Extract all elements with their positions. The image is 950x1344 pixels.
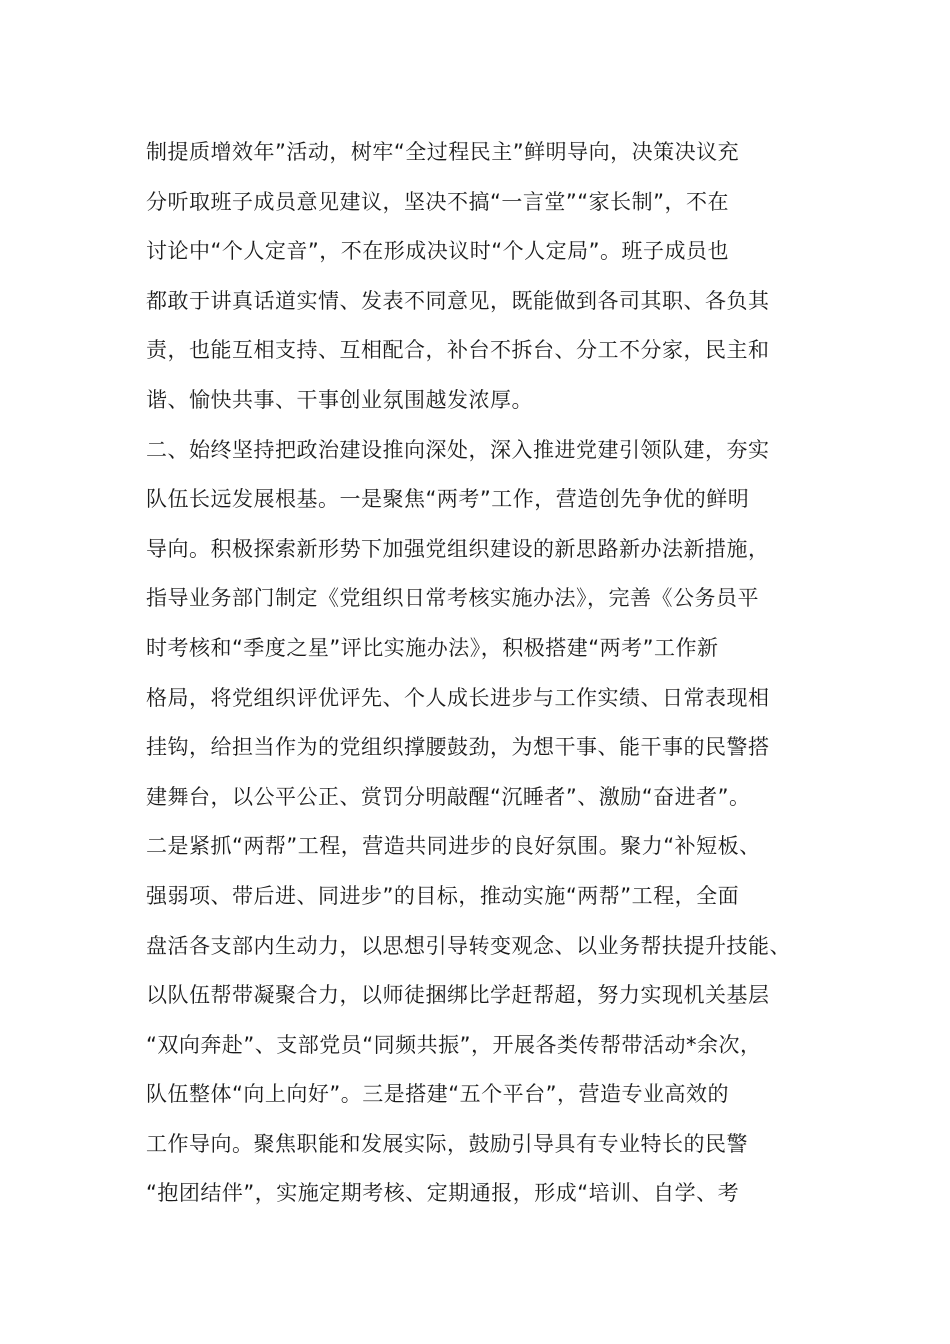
text-line: “抱团结伴”，实施定期考核、定期通报，形成“培训、自学、考 xyxy=(146,1181,740,1206)
text-line: 谐、愉快共事、干事创业氛围越发浓厚。 xyxy=(146,387,533,412)
text-line: 分听取班子成员意见建议，坚决不搞“一言堂”“家长制”，不在 xyxy=(146,189,730,214)
section-heading-line: 二、始终坚持把政治建设推向深处，深入推进党建引领队建，夯实 xyxy=(146,437,770,462)
text-line: 时考核和“季度之星”评比实施办法》，积极搭建“两考”工作新 xyxy=(146,635,719,660)
text-line: 指导业务部门制定《党组织日常考核实施办法》，完善《公务员平 xyxy=(146,586,759,611)
text-line: 挂钩，给担当作为的党组织撑腰鼓劲，为想干事、能干事的民警搭 xyxy=(146,735,770,760)
body-text xyxy=(146,128,836,1219)
text-line: 以队伍帮带凝聚合力，以师徒捆绑比学赶帮超，努力实现机关基层 xyxy=(146,983,770,1008)
text-line: 强弱项、带后进、同进步”的目标，推动实施“两帮”工程，全面 xyxy=(146,883,740,908)
text-line: 制提质增效年”活动，树牢“全过程民主”鲜明导向，决策决议充 xyxy=(146,140,740,164)
text-line: 都敢于讲真话道实情、发表不同意见，既能做到各司其职、各负其 xyxy=(146,288,770,313)
text-line: 讨论中“个人定音”，不在形成决议时“个人定局”。班子成员也 xyxy=(146,239,730,264)
text-line: 责，也能互相支持、互相配合，补台不拆台、分工不分家，民主和 xyxy=(146,338,770,363)
text-line: 盘活各支部内生动力，以思想引导转变观念、以业务帮扶提升技能、 xyxy=(146,933,791,958)
text-line: 工作导向。聚焦职能和发展实际，鼓励引导具有专业特长的民警 xyxy=(146,1131,748,1156)
text-line: 队伍整体“向上向好”。三是搭建“五个平台”，营造专业高效的 xyxy=(146,1082,730,1107)
text-line: 建舞台，以公平公正、赏罚分明敲醒“沉睡者”、激励“奋进者”。 xyxy=(146,784,751,809)
text-line: 格局，将党组织评优评先、个人成长进步与工作实绩、日常表现相 xyxy=(146,685,770,710)
text-line: 二是紧抓“两帮”工程，营造共同进步的良好氛围。聚力“补短板、 xyxy=(146,834,761,859)
text-line: 导向。积极探索新形势下加强党组织建设的新思路新办法新措施， xyxy=(146,536,770,561)
text-line: 队伍长远发展根基。一是聚焦“两考”工作，营造创先争优的鲜明 xyxy=(146,487,750,512)
text-line: “双向奔赴”、支部党员“同频共振”，开展各类传帮带活动*余次， xyxy=(146,1032,762,1057)
